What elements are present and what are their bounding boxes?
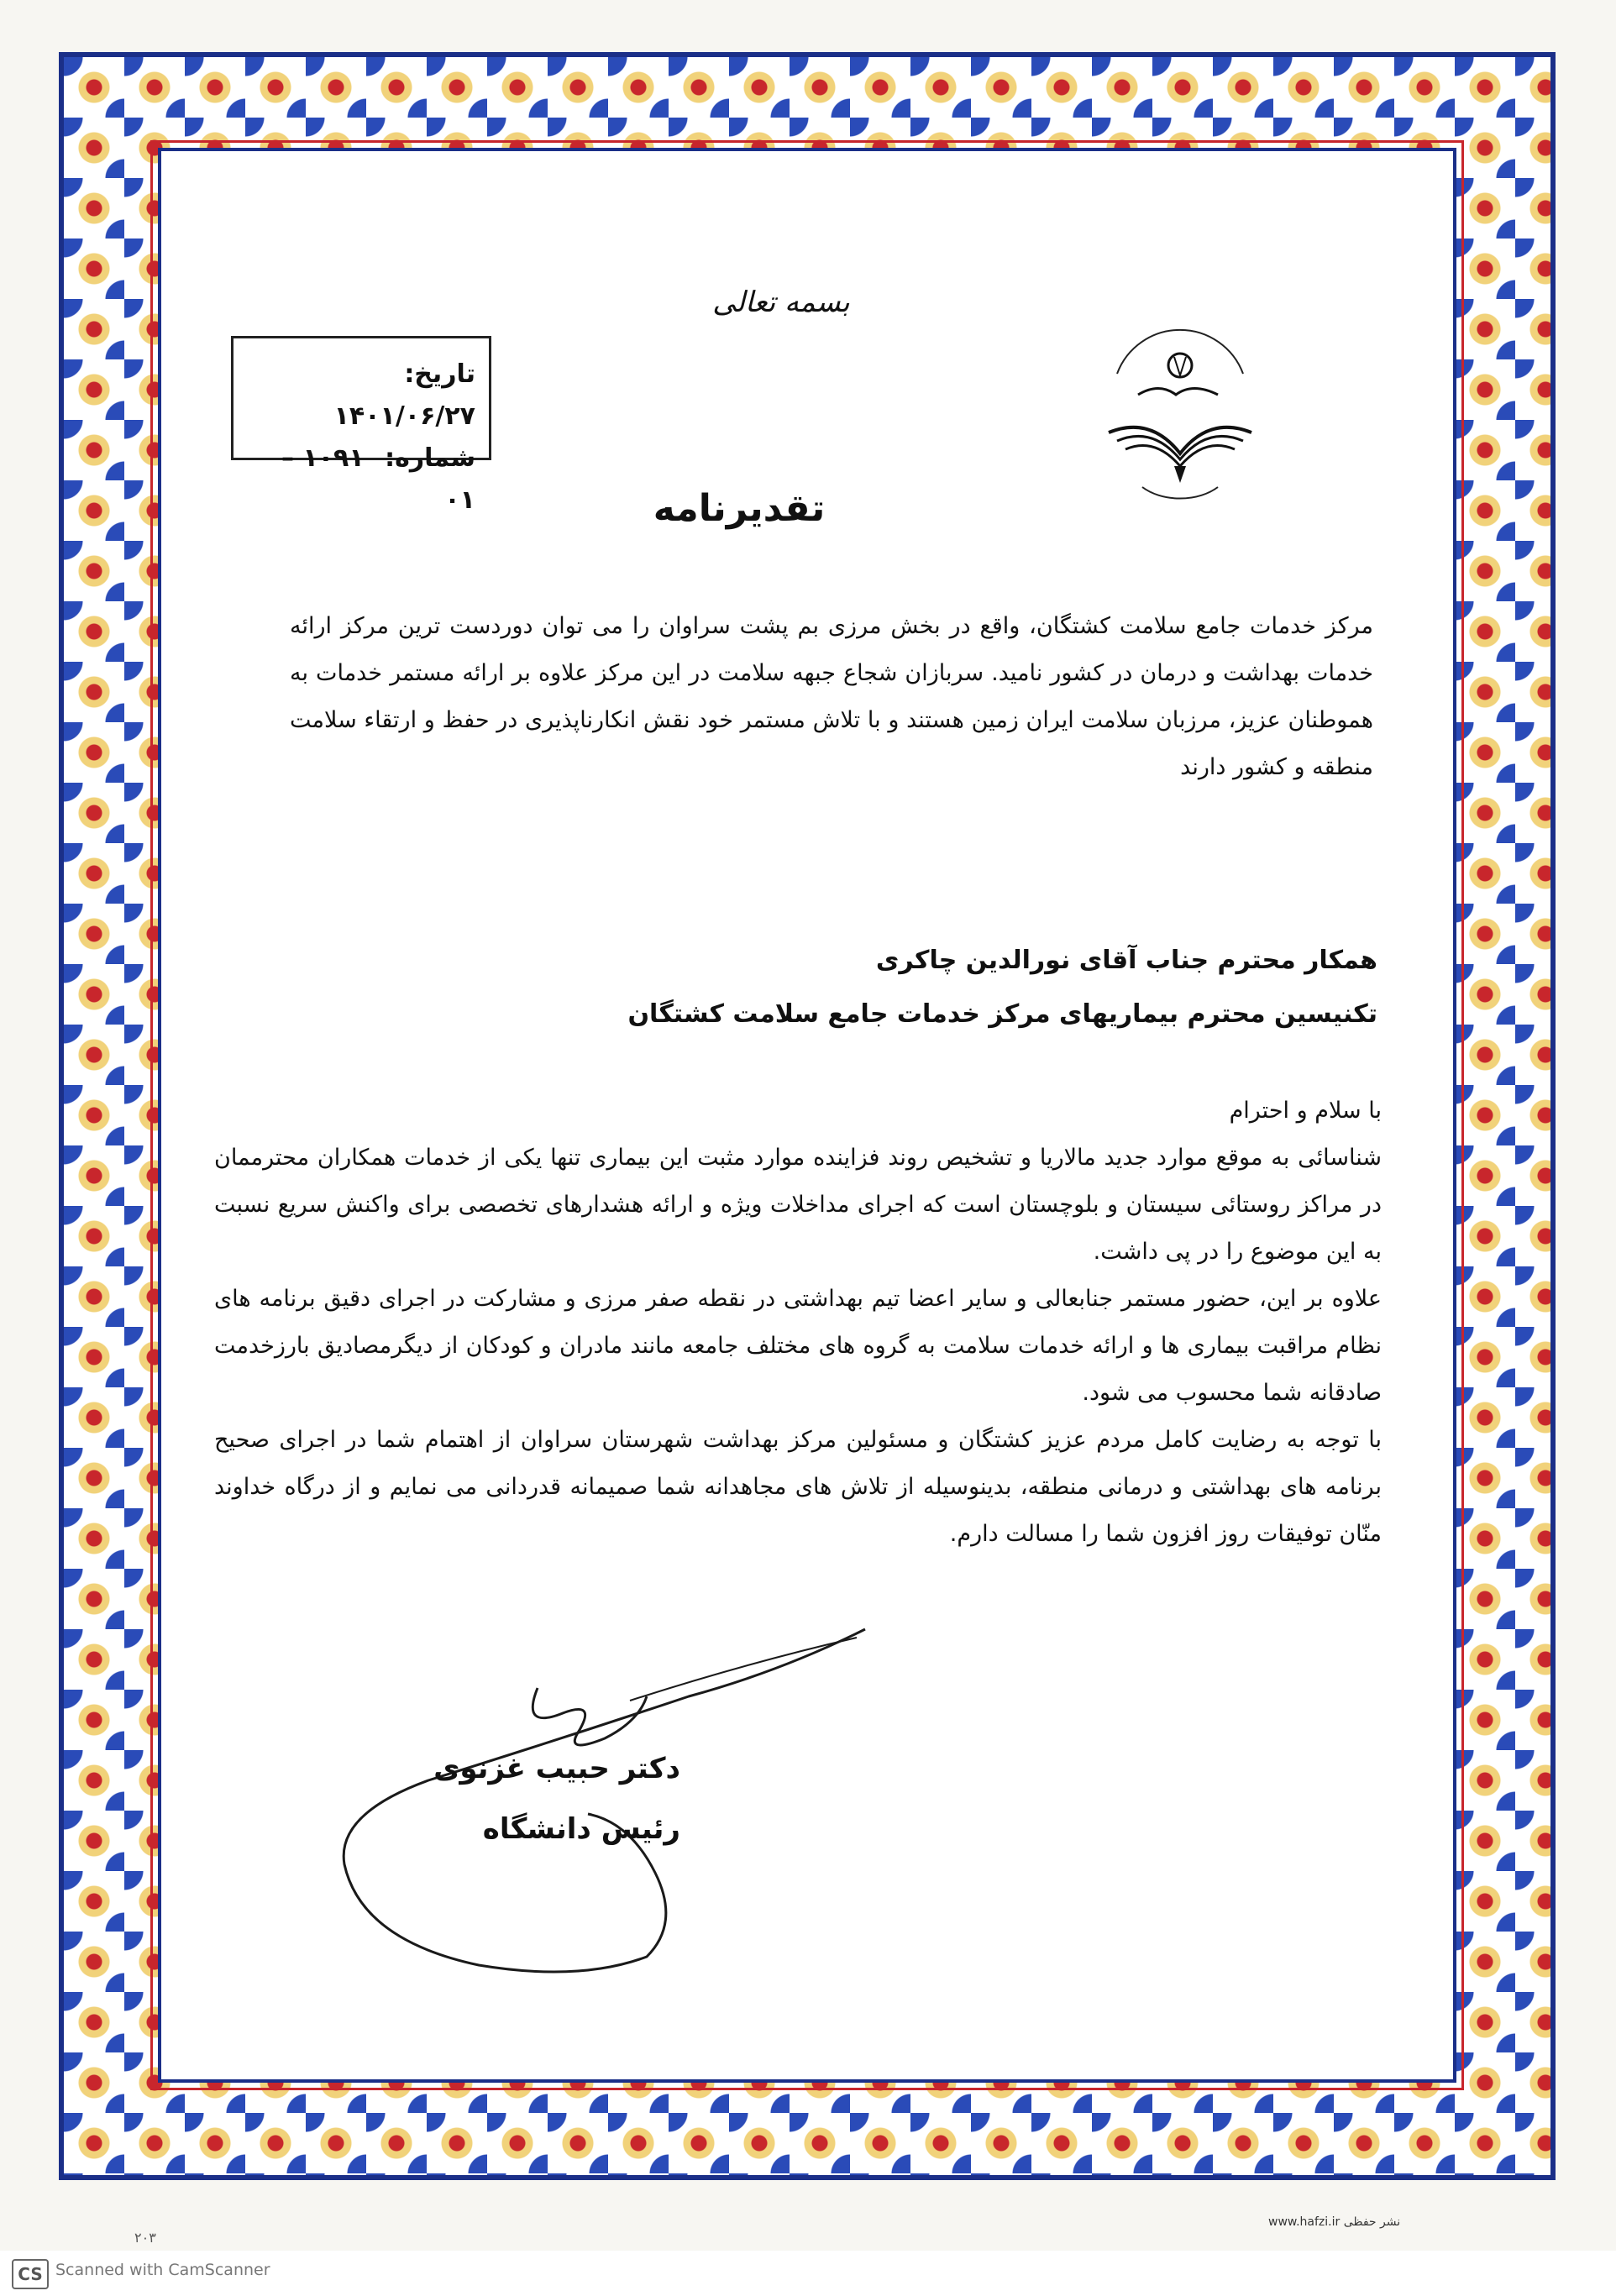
invocation-text: بسمه تعالی xyxy=(712,286,850,319)
date-number-box xyxy=(231,336,491,515)
body-paragraph-1: شناسائی به موقع موارد جدید مالاریا و تشخیص روند فزاینده موارد مثبت این بیماری تنها یکی از خدمات همکاران محترممان در مراکز روستائی سیستان و بلوچستان است که اجرای مداخلات ویژه و ارائه هشدارهای تخصصی برای واکنش سریع نسبت به این موضوع را در پی داشت. xyxy=(214,1145,1382,1265)
scanner-watermark-text: Scanned with CamScanner xyxy=(55,2261,270,2279)
signer-block xyxy=(378,1738,680,1859)
greeting: با سلام و احترام xyxy=(1229,1098,1382,1124)
number-row xyxy=(247,438,475,522)
page-number: ۲۰۳ xyxy=(134,2230,156,2246)
signer-title: رئیس دانشگاه xyxy=(482,1812,680,1846)
recipient-block xyxy=(588,934,1377,1041)
number-label: شماره: xyxy=(385,443,475,473)
date-row xyxy=(247,354,475,438)
intro-paragraph: مرکز خدمات جامع سلامت کشتگان، واقع در بخش مرزی بم پشت سراوان را می توان دوردست ترین مرکز ارائه خدمات بهداشت و درمان در کشور نامید. سربازان شجاع جبهه سلامت در این مرکز علاوه بر ارائه مستمر خدمات به هموطنان عزیز، مرزبان سلامت ایران زمین هستند و با تلاش مستمر خود نقش انکارناپذیری در حفظ و ارتقاء سلامت منطقه و کشور دارند xyxy=(290,613,1373,780)
body-paragraph-2: علاوه بر این، حضور مستمر جنابعالی و سایر اعضا تیم بهداشتی در نقطه صفر مرزی و مشارکت در اجرای دقیق برنامه های نظام مراقبت بیماری ها و ارائه خدمات سلامت به گروه های مختلف جامعه مانند مادران و کودکان از دیگرمصادیق بارزخدمت صادقانه شما محسوب می شود. xyxy=(214,1286,1382,1406)
publisher-mark: www.hafzi.ir نشر حفظی xyxy=(1268,2215,1401,2229)
university-emblem-icon xyxy=(1092,315,1268,500)
signer-name: دکتر حبیب غزنوی xyxy=(433,1752,680,1785)
university-logo xyxy=(1092,315,1268,500)
document-title: تقدیرنامه xyxy=(653,487,826,530)
date-value: ۱۴۰۱/۰۶/۲۷ xyxy=(333,401,475,431)
date-label: تاریخ: xyxy=(404,359,475,389)
number-value: ۱۰۹۱ – ۰۱ xyxy=(281,443,475,515)
body-paragraph-3: با توجه به رضایت کامل مردم عزیز کشتگان و مسئولین مرکز بهداشت شهرستان سراوان از اهتمام شما در اجرای صحیح برنامه های بهداشتی و درمانی منطقه، بدینوسیله از تلاش های مجاهدانه شما صمیمانه قدردانی می نمایم و از درگاه خداوند منّان توفیقات روز افزون شما را مسالت دارم. xyxy=(214,1427,1382,1547)
letter-body xyxy=(214,1088,1382,1558)
recipient-name: همکار محترم جناب آقای نورالدین چاکری xyxy=(875,946,1377,975)
camscanner-logo-icon: CS xyxy=(12,2259,49,2289)
recipient-role: تکنیسین محترم بیماریهای مرکز خدمات جامع سلامت کشتگان xyxy=(627,999,1377,1029)
